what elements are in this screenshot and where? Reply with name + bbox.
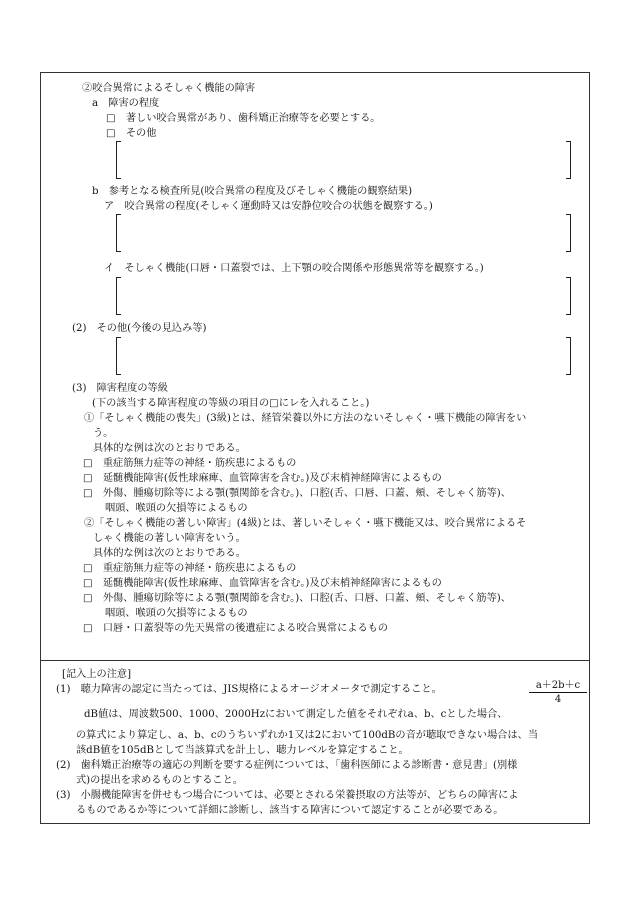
notes-header: [記入上の注意] [62,669,132,680]
mastication-function-field[interactable] [116,277,571,315]
note-1-db-value: dB値は、周波数500、1000、2000Hzにおいて測定した値をそれぞれa、b、cとした場合、 [84,709,508,720]
grade4-examples-label: 具体的な例は次のとおりである。 [93,548,246,559]
note-3-small-intestine: (3) 小腸機能障害を併せもつ場合については、必要とされる栄養摂取の方法等が、どちらの障害によ [56,790,519,801]
grade-heading: (3) 障害程度の等級 [72,383,168,394]
grade3-checkbox-trauma[interactable]: □ 外傷、腫瘍切除等による顎(顎関節を含む。)、口腔(舌、口唇、口蓋、頬、そしゃく筋等)、 [83,488,511,499]
formula-fraction [529,676,587,705]
degree-heading: a 障害の程度 [92,98,160,109]
note-1-audiometer: (1) 聴力障害の認定に当たっては、JIS規格によるオージオメータで測定すること。 [56,684,442,695]
note-3-cont: るものであるか等について詳細に診断し、該当する障害について認定することが必要である。 [76,805,504,816]
note-2-cont: 式)の提出を求めるものとすること。 [76,775,243,786]
grade3-definition-cont: う。 [93,428,114,439]
grade3-examples-label: 具体的な例は次のとおりである。 [93,443,246,454]
section-title-occlusion: ②咬合異常によるそしゃく機能の障害 [82,83,256,94]
checkbox-severe-occlusion[interactable]: □ 著しい咬合異常があり、歯科矯正治療等を必要とする。 [106,113,381,124]
grade3-checkbox-medulla[interactable]: □ 延髄機能障害(仮性球麻痺、血管障害を含む。)及び末梢神経障害によるもの [83,473,442,484]
mastication-function-label: イ そしゃく機能(口唇・口蓋裂では、上下顎の咬合関係や形態異常等を観察する。) [104,263,484,274]
grade4-definition-cont: しゃく機能の著しい障害をいう。 [93,533,246,544]
note-2-orthodontic: (2) 歯科矯正治療等の適応の判断を要する症例については、「歯科医師による診断書・意見書」(別様 [56,760,518,771]
grade4-checkbox-congenital[interactable]: □ 口唇・口蓋裂等の先天異常の後遺症による咬合異常によるもの [83,623,389,634]
grade4-checkbox-neuromuscular[interactable]: □ 重症筋無力症等の神経・筋疾患によるもの [83,563,297,574]
grade4-trauma-cont: 咽頭、喉頭の欠損等によるもの [105,608,248,619]
grade4-checkbox-medulla[interactable]: □ 延髄機能障害(仮性球麻痺、血管障害を含む。)及び末梢神経障害によるもの [83,578,442,589]
grade-instruction: (下の該当する障害程度の等級の項目の□にレを入れること。) [92,398,370,409]
grade3-definition: ①「そしゃく機能の喪失」(3級)とは、経管栄養以外に方法のないそしゃく・嚥下機能の障害をい [84,413,527,424]
other-prognosis-heading: (2) その他(今後の見込み等) [72,323,207,334]
checkbox-other[interactable]: □ その他 [106,128,157,139]
formula-numerator: a＋2b＋c [529,676,587,693]
other-detail-field[interactable] [116,141,571,179]
grade3-trauma-cont: 咽頭、喉頭の欠損等によるもの [105,503,248,514]
prognosis-field[interactable] [116,337,571,375]
grade4-checkbox-trauma[interactable]: □ 外傷、腫瘍切除等による顎(顎関節を含む。)、口腔(舌、口唇、口蓋、頬、そしゃく筋等)、 [83,593,511,604]
exam-findings-heading: b 参考となる検査所見(咬合異常の程度及びそしゃく機能の観察結果) [92,186,413,197]
note-1-cont1: の算式により算定し、a、b、cのうちいずれか1又は2において100dBの音が聴取できない場合は、当 [76,730,539,741]
occlusion-degree-field[interactable] [116,214,571,252]
occlusion-degree-label: ア 咬合異常の程度(そしゃく運動時又は安静位咬合の状態を観察する。) [104,201,433,212]
grade3-checkbox-neuromuscular[interactable]: □ 重症筋無力症等の神経・筋疾患によるもの [83,458,297,469]
note-1-cont2: 該dB値を105dBとして当該算式を計上し、聴力レベルを算定すること。 [76,745,409,756]
notes-divider [40,660,590,661]
formula-denominator: 4 [554,694,562,705]
grade4-definition: ②「そしゃく機能の著しい障害」(4級)とは、著しいそしゃく・嚥下機能又は、咬合異常によるそ [84,518,527,529]
